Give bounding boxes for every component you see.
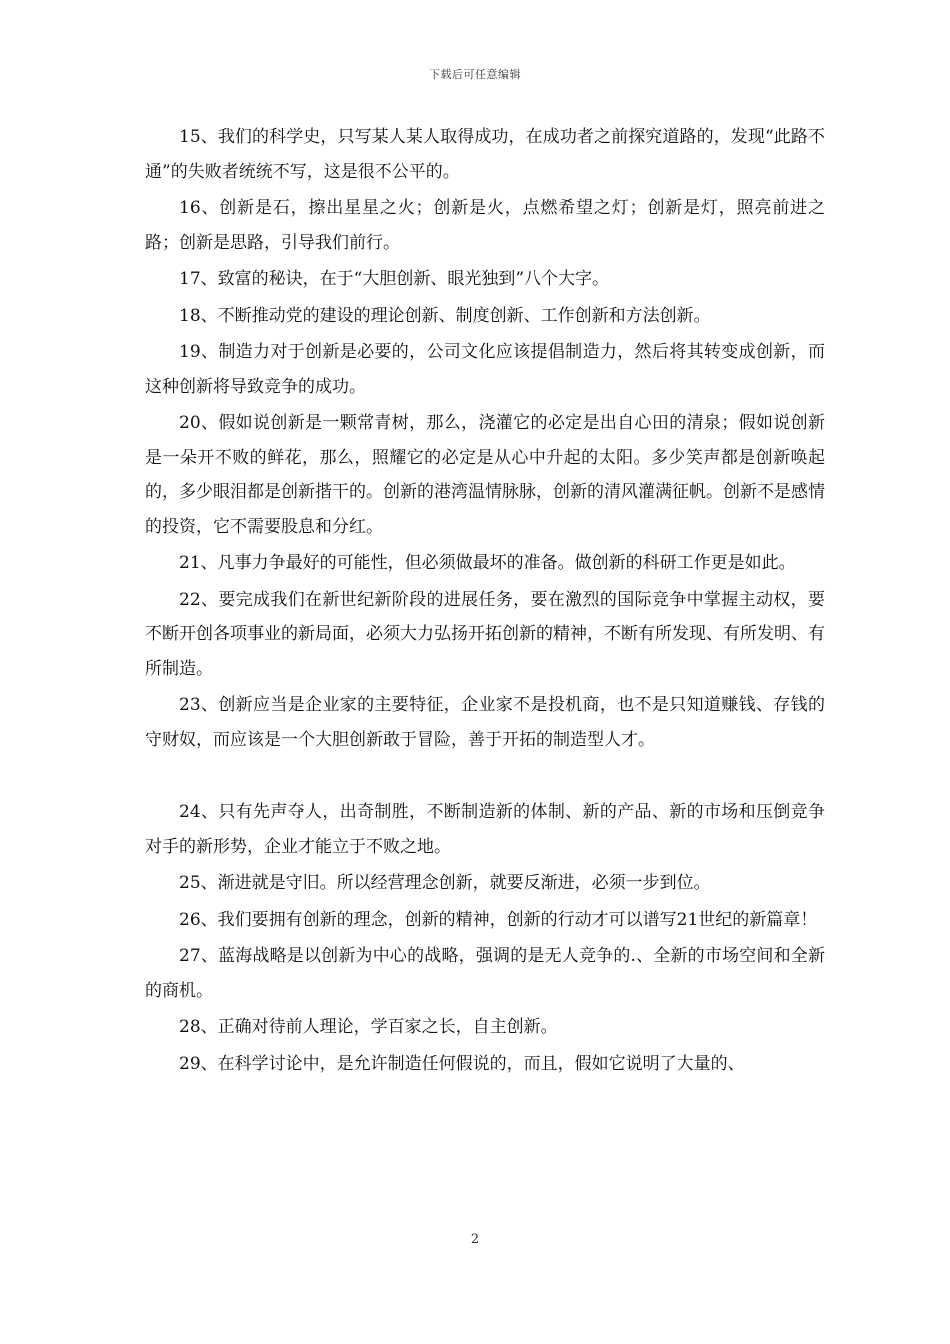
paragraph-22: 22、要完成我们在新世纪新阶段的进展任务，要在激烈的国际竞争中掌握主动权，要不断开创各项事业的新局面，必须大力弘扬开拓创新的精神，不断有所发现、有所发明、有所制造。 xyxy=(145,589,825,679)
paragraph-15: 15、我们的科学史，只写某人某人取得成功，在成功者之前探究道路的，发现“此路不通”的失败者统统不写，这是很不公平的。 xyxy=(145,127,825,182)
paragraph-29: 29、在科学讨论中，是允许制造任何假说的，而且，假如它说明了大量的、 xyxy=(179,1053,745,1074)
paragraph-26: 26、我们要拥有创新的理念，创新的精神，创新的行动才可以谱写21世纪的新篇章！ xyxy=(179,909,818,930)
paragraph-17: 17、致富的秘诀，在于“大胆创新、眼光独到”八个大字。 xyxy=(179,269,610,289)
page-number: 2 xyxy=(470,1232,480,1247)
paragraph-28: 28、正确对待前人理论，学百家之长，自主创新。 xyxy=(179,1017,558,1037)
paragraph-24: 24、只有先声夺人，出奇制胜，不断制造新的体制、新的产品、新的市场和压倒竞争对手的新形势，企业才能立于不败之地。 xyxy=(145,802,825,857)
paragraph-19: 19、制造力对于创新是必要的，公司文化应该提倡制造力，然后将其转变成创新，而这种创新将导致竞争的成功。 xyxy=(145,342,825,397)
document-body xyxy=(145,120,825,1083)
blank-line xyxy=(145,759,825,795)
page-header: 下载后可任意编辑 xyxy=(429,68,521,81)
paragraph-27: 27、蓝海战略是以创新为中心的战略，强调的是无人竞争的.、全新的市场空间和全新的商机。 xyxy=(145,946,825,1001)
paragraph-23: 23、创新应当是企业家的主要特征，企业家不是投机商，也不是只知道赚钱、存钱的守财奴，而应该是一个大胆创新敢于冒险，善于开拓的制造型人才。 xyxy=(145,695,825,750)
paragraph-21: 21、凡事力争最好的可能性，但必须做最坏的准备。做创新的科研工作更是如此。 xyxy=(179,553,796,573)
paragraph-18: 18、不断推动党的建设的理论创新、制度创新、工作创新和方法创新。 xyxy=(179,305,711,326)
paragraph-25: 25、渐进就是守旧。所以经营理念创新，就要反渐进，必须一步到位。 xyxy=(179,873,711,893)
paragraph-20: 20、假如说创新是一颗常青树，那么，浇灌它的必定是出自心田的清泉；假如说创新是一朵开不败的鲜花，那么，照耀它的必定是从心中升起的太阳。多少笑声都是创新唤起的，多少眼泪都是创新揩干的。创新的港湾温情脉脉，创新的清风灌满征帆。创新不是感情的投资，它不需要股息和分红。 xyxy=(145,413,825,537)
paragraph-16: 16、创新是石，擦出星星之火；创新是火，点燃希望之灯；创新是灯，照亮前进之路；创新是思路，引导我们前行。 xyxy=(145,198,825,253)
